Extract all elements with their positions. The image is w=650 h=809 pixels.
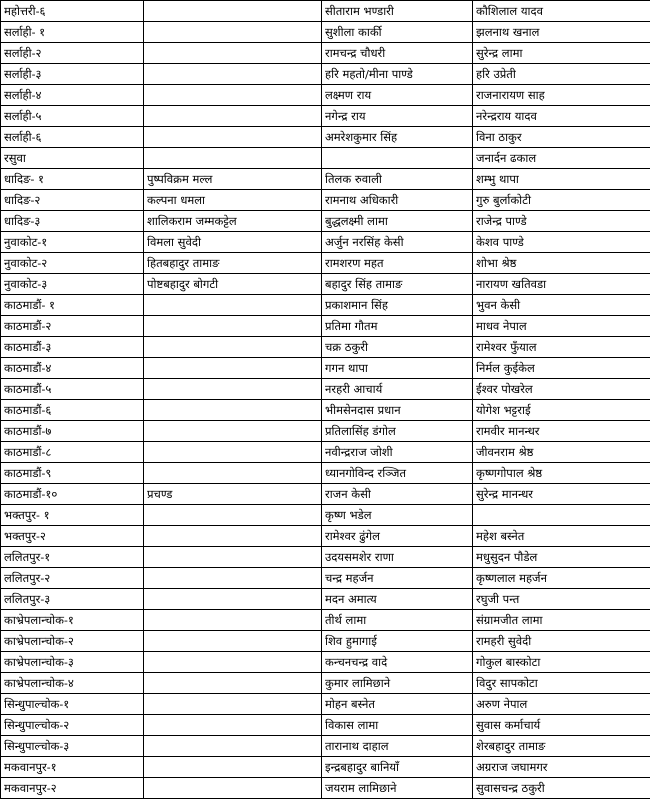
constituency-cell: धादिङ-३ [1,211,144,232]
candidate-col2-cell [144,43,322,64]
constituency-cell: नुवाकोट-३ [1,274,144,295]
candidate-col3-cell: ध्यानगोविन्द रञ्जित [322,463,473,484]
candidate-col4-cell: नरेन्द्रराय यादव [473,106,650,127]
candidate-col4-cell: रामवीर मानन्धर [473,421,650,442]
constituency-cell: सिन्धुपाल्चोक-२ [1,715,144,736]
candidate-col2-cell [144,148,322,169]
constituency-cell: महोत्तरी-६ [1,1,144,22]
candidate-col4-cell: जनार्दन ढकाल [473,148,650,169]
candidate-col4-cell: नारायण खतिवडा [473,274,650,295]
candidate-col4-cell: सुरेन्द्र लामा [473,43,650,64]
candidate-col2-cell: विमला सुवेदी [144,232,322,253]
candidate-col4-cell: विदुर सापकोटा [473,673,650,694]
table-row [1,715,650,736]
constituency-cell: सर्लाही-६ [1,127,144,148]
table-row [1,85,650,106]
constituency-cell: काभ्रेपलान्चोक-३ [1,652,144,673]
candidate-col4-cell: हरि उप्रेती [473,64,650,85]
constituency-cell: काठमाडौं-८ [1,442,144,463]
candidate-col3-cell: सीताराम भण्डारी [322,1,473,22]
candidate-col2-cell [144,610,322,631]
candidate-col3-cell: प्रतिलासिंह डंगोल [322,421,473,442]
candidate-col3-cell: रामेश्वर ढुंगेल [322,526,473,547]
candidate-col4-cell: केशव पाण्डे [473,232,650,253]
table-row [1,631,650,652]
table-row [1,106,650,127]
candidate-col2-cell: पोष्टबहादुर बोगटी [144,274,322,295]
candidate-col3-cell [322,148,473,169]
candidate-col3-cell: शिव हुमागाई [322,631,473,652]
constituency-cell: सर्लाही-४ [1,85,144,106]
candidate-col2-cell [144,568,322,589]
candidate-col3-cell: उदयसमशेर राणा [322,547,473,568]
candidate-col3-cell: जयराम लामिछाने [322,778,473,799]
candidate-col4-cell: ईश्वर पोखरेल [473,379,650,400]
candidate-col2-cell: कल्पना धमला [144,190,322,211]
table-row [1,736,650,757]
candidate-col3-cell: नवीन्द्रराज जोशी [322,442,473,463]
table-row [1,757,650,778]
constituency-cell: सिन्धुपाल्चोक-३ [1,736,144,757]
candidate-col4-cell: जीवनराम श्रेष्ठ [473,442,650,463]
candidate-col2-cell [144,22,322,43]
constituency-cell: भक्तपुर- १ [1,505,144,526]
candidate-col3-cell: प्रकाशमान सिंह [322,295,473,316]
table-row [1,778,650,799]
candidate-col2-cell [144,64,322,85]
candidate-col3-cell: चक्र ठकुरी [322,337,473,358]
candidate-col3-cell: कन्चनचन्द्र वादे [322,652,473,673]
constituency-cell: काठमाडौं-५ [1,379,144,400]
candidate-col2-cell [144,442,322,463]
constituency-cell: काठमाडौं-४ [1,358,144,379]
candidate-col2-cell [144,316,322,337]
constituency-cell: काभ्रेपलान्चोक-१ [1,610,144,631]
constituency-cell: काठमाडौं-३ [1,337,144,358]
constituency-cell: रसुवा [1,148,144,169]
candidate-col3-cell: अमरेशकुमार सिंह [322,127,473,148]
candidate-col3-cell: रामशरण महत [322,253,473,274]
candidate-col4-cell: राजनारायण साह [473,85,650,106]
constituency-cell: नुवाकोट-१ [1,232,144,253]
candidate-col4-cell: भुवन केसी [473,295,650,316]
constituency-cell: काठमाडौं-९ [1,463,144,484]
table-row [1,274,650,295]
constituency-cell: नुवाकोट-२ [1,253,144,274]
candidate-col3-cell: रामनाथ अधिकारी [322,190,473,211]
candidate-col2-cell [144,694,322,715]
candidate-col3-cell: मोहन बस्नेत [322,694,473,715]
constituency-cell: काभ्रेपलान्चोक-२ [1,631,144,652]
constituency-cell: ललितपुर-१ [1,547,144,568]
constituency-cell: ललितपुर-२ [1,568,144,589]
candidate-col2-cell [144,1,322,22]
candidate-col2-cell [144,127,322,148]
table-row [1,547,650,568]
table-row [1,211,650,232]
constituency-cell: सिन्धुपाल्चोक-१ [1,694,144,715]
candidate-col4-cell: महेश बस्नेत [473,526,650,547]
candidate-col4-cell [473,505,650,526]
table-row [1,127,650,148]
constituency-cell: सर्लाही- १ [1,22,144,43]
table-row [1,43,650,64]
candidate-col3-cell: मदन अमात्य [322,589,473,610]
candidate-col4-cell: शोभा श्रेष्ठ [473,253,650,274]
constituency-cell: भक्तपुर-२ [1,526,144,547]
table-row [1,64,650,85]
candidate-col4-cell: कौशिलाल यादव [473,1,650,22]
table-row [1,358,650,379]
candidate-col3-cell: बहादुर सिंह तामाङ [322,274,473,295]
candidate-col2-cell: पुष्पविक्रम मल्ल [144,169,322,190]
candidate-col4-cell: राजेन्द्र पाण्डे [473,211,650,232]
constituency-cell: काठमाडौं-२ [1,316,144,337]
table-row [1,463,650,484]
candidate-col3-cell: गगन थापा [322,358,473,379]
candidate-col4-cell: विना ठाकुर [473,127,650,148]
table-row [1,421,650,442]
constituency-cell: सर्लाही-३ [1,64,144,85]
candidate-col3-cell: राजन केसी [322,484,473,505]
candidate-col2-cell [144,631,322,652]
candidate-col3-cell: बुद्धलक्ष्मी लामा [322,211,473,232]
candidate-col4-cell: अग्रराज जघामगर [473,757,650,778]
candidate-col2-cell: हितबहादुर तामाङ [144,253,322,274]
candidate-col3-cell: सुशीला कार्की [322,22,473,43]
candidate-col2-cell [144,505,322,526]
candidate-col4-cell: अरुण नेपाल [473,694,650,715]
candidate-col3-cell: विकास लामा [322,715,473,736]
candidate-col4-cell: रामहरी सुवेदी [473,631,650,652]
candidate-col4-cell: रामेश्वर फुँयाल [473,337,650,358]
table-row [1,22,650,43]
table-row [1,190,650,211]
table-row [1,568,650,589]
constituency-cell: काठमाडौं- १ [1,295,144,316]
candidate-col2-cell [144,379,322,400]
constituency-cell: काठमाडौं-१० [1,484,144,505]
candidate-col3-cell: तिलक रुवाली [322,169,473,190]
candidate-col4-cell: माधव नेपाल [473,316,650,337]
candidate-col2-cell [144,421,322,442]
candidate-col4-cell: कृष्णगोपाल श्रेष्ठ [473,463,650,484]
table-row [1,379,650,400]
candidate-col3-cell: रामचन्द्र चौधरी [322,43,473,64]
table-row [1,253,650,274]
candidate-col4-cell: सुवास कर्माचार्य [473,715,650,736]
table-row [1,526,650,547]
candidate-col2-cell [144,526,322,547]
candidate-col4-cell: रघुजी पन्त [473,589,650,610]
candidate-col2-cell [144,547,322,568]
table-row [1,610,650,631]
candidate-col4-cell: योगेश भट्टराई [473,400,650,421]
table-row [1,484,650,505]
constituency-cell: काठमाडौं-७ [1,421,144,442]
candidate-col3-cell: इन्द्रबहादुर बानियाँ [322,757,473,778]
constituency-cell: सर्लाही-२ [1,43,144,64]
table-row [1,148,650,169]
candidate-col3-cell: हरि महतो/मीना पाण्डे [322,64,473,85]
candidate-col2-cell: शालिकराम जम्मकट्टेल [144,211,322,232]
candidate-col4-cell: सुवासचन्द्र ठकुरी [473,778,650,799]
table-row [1,1,650,22]
table-row [1,652,650,673]
candidate-col3-cell: नगेन्द्र राय [322,106,473,127]
candidate-col3-cell: भीमसेनदास प्रधान [322,400,473,421]
table-row [1,232,650,253]
table-row [1,400,650,421]
candidate-col2-cell [144,757,322,778]
table-row [1,316,650,337]
candidate-col3-cell: प्रतिमा गौतम [322,316,473,337]
candidate-col4-cell: गोकुल बास्कोटा [473,652,650,673]
constituency-cell: मकवानपुर-२ [1,778,144,799]
candidate-col2-cell [144,400,322,421]
candidate-col4-cell: कृष्णलाल महर्जन [473,568,650,589]
candidate-col2-cell [144,589,322,610]
candidate-col2-cell: प्रचण्ड [144,484,322,505]
table-row [1,589,650,610]
candidate-col2-cell [144,736,322,757]
table-row [1,505,650,526]
candidate-col3-cell: कुमार लामिछाने [322,673,473,694]
candidate-col2-cell [144,673,322,694]
candidate-col2-cell [144,715,322,736]
constituency-cell: काठमाडौं-६ [1,400,144,421]
table-row [1,673,650,694]
candidate-col3-cell: चन्द्र महर्जन [322,568,473,589]
candidate-col2-cell [144,106,322,127]
candidate-col2-cell [144,652,322,673]
table-body [1,1,650,799]
candidate-col3-cell: कृष्ण भडेल [322,505,473,526]
candidate-col4-cell: गुरु बुर्लाकोटी [473,190,650,211]
constituency-cell: ललितपुर-३ [1,589,144,610]
candidate-col4-cell: झलनाथ खनाल [473,22,650,43]
candidate-col2-cell [144,295,322,316]
candidate-col4-cell: मधुसुदन पौडेल [473,547,650,568]
candidate-col2-cell [144,463,322,484]
candidate-col3-cell: नरहरी आचार्य [322,379,473,400]
candidate-col4-cell: संग्रामजीत लामा [473,610,650,631]
candidate-col4-cell: शम्भु थापा [473,169,650,190]
constituency-cell: धादिङ-२ [1,190,144,211]
table-row [1,694,650,715]
candidate-col2-cell [144,778,322,799]
constituency-cell: सर्लाही-५ [1,106,144,127]
candidate-col3-cell: अर्जुन नरसिंह केसी [322,232,473,253]
constituency-cell: धादिङ- १ [1,169,144,190]
candidate-col2-cell [144,85,322,106]
candidate-col4-cell: शेरबहादुर तामाङ [473,736,650,757]
table-row [1,337,650,358]
candidate-col3-cell: तीर्थ लामा [322,610,473,631]
constituency-cell: काभ्रेपलान्चोक-४ [1,673,144,694]
table-row [1,442,650,463]
candidate-col3-cell: तारानाथ दाहाल [322,736,473,757]
candidate-col3-cell: लक्ष्मण राय [322,85,473,106]
candidate-col2-cell [144,337,322,358]
table-row [1,169,650,190]
candidate-col2-cell [144,358,322,379]
table-row [1,295,650,316]
candidate-col4-cell: निर्मल कुईकेल [473,358,650,379]
candidate-col4-cell: सुरेन्द्र मानन्धर [473,484,650,505]
constituency-cell: मकवानपुर-१ [1,757,144,778]
